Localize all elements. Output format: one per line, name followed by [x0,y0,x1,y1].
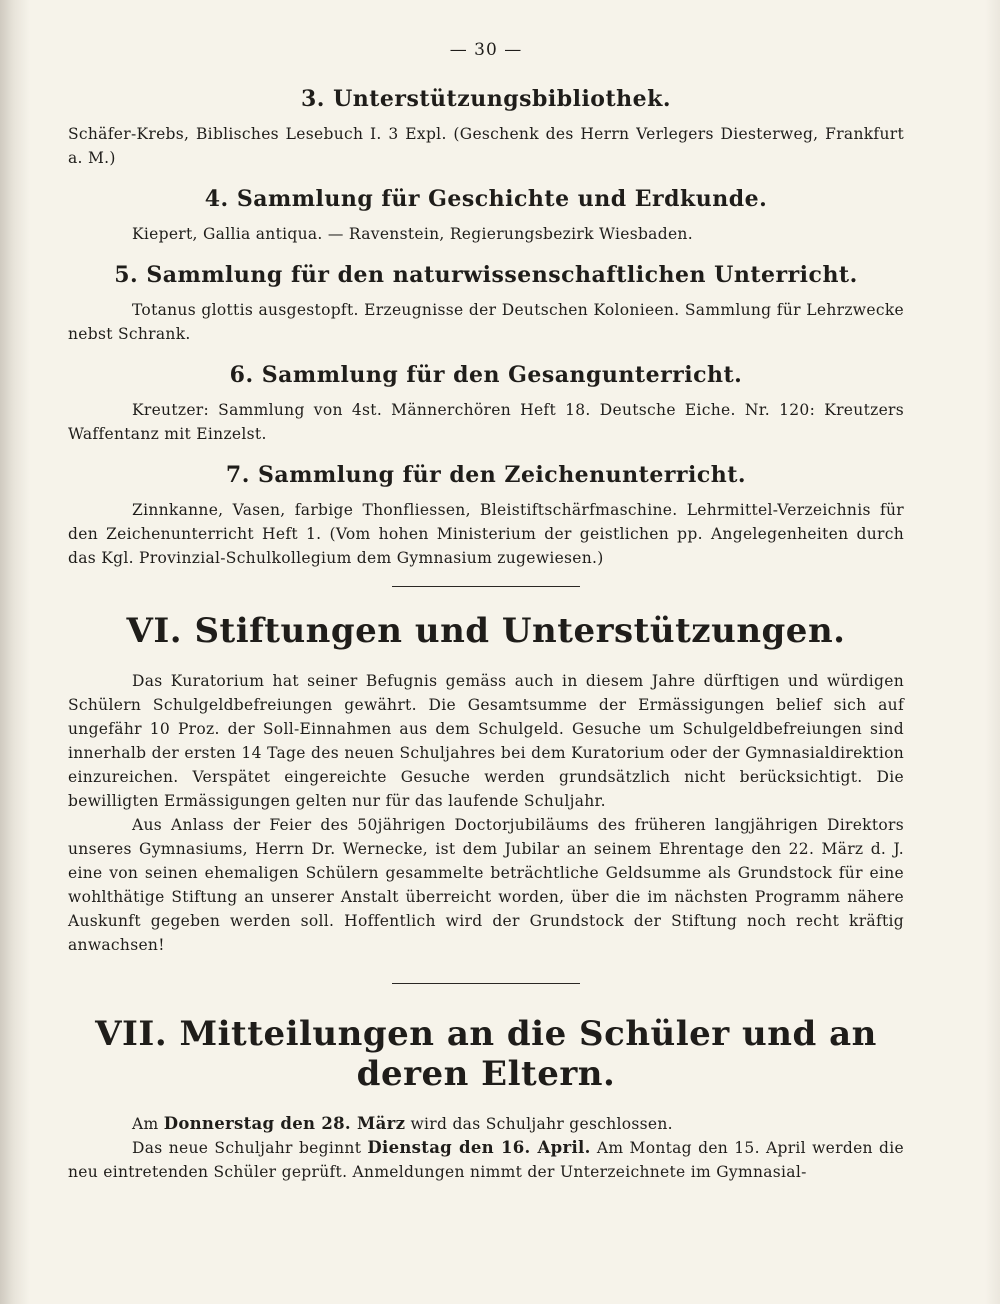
chapter-paragraph: Aus Anlass der Feier des 50jährigen Doctorjubiläums des früheren langjährigen Direktors unseres Gymnasiums, Herrn Dr. Wernecke, ist dem Jubilar an seinem Ehrentage den 22. März d. J. eine von seinen ehemaligen Schülern gesammelte beträchtliche Geldsumme als Grundstock für eine wohlthätige Stiftung an unserer Anstalt überreicht worden, über die im nächsten Programm nähere Auskunft gegeben werden soll. Hoffentlich wird der Grundstock der Stiftung noch recht kräftig anwachsen! [68,816,904,954]
text-run: Am Montag den 15. April werden die neu eintretenden Schüler geprüft. Anmeldungen nimmt der Unterzeichnete im Gymnasial- [68,1139,904,1181]
section-heading: 4. Sammlung für Geschichte und Erdkunde. [204,186,768,212]
divider [392,586,580,587]
page-content [68,40,904,1184]
section-3 [68,86,904,170]
section-heading: 5. Sammlung für den naturwissenschaftlichen Unterricht. [114,262,858,288]
section-heading: 7. Sammlung für den Zeichenunterricht. [225,462,747,488]
section-heading: 3. Unterstützungsbibliothek. [300,86,672,112]
section-5 [68,262,904,346]
divider [392,983,580,984]
section-text: Zinnkanne, Vasen, farbige Thonfliessen, Bleistiftschärfmaschine. Lehrmittel-Verzeichnis für den Zeichenunterricht Heft 1. (Vom hohen Ministerium der geistlichen pp. Angelegenheiten durch das Kgl. Provinzial-Schulkollegium dem Gymnasium zugewiesen.) [68,501,904,567]
section-text: Kiepert, Gallia antiqua. — Ravenstein, Regierungsbezirk Wiesbaden. [132,225,693,243]
section-4 [68,186,904,246]
text-run: Am [132,1115,164,1133]
date-emphasis: Dienstag den 16. April. [367,1138,591,1157]
section-text: Kreutzer: Sammlung von 4st. Männerchören Heft 18. Deutsche Eiche. Nr. 120: Kreutzers Waffentanz mit Einzelst. [68,401,904,443]
text-run: Das neue Schuljahr beginnt [132,1139,368,1157]
text-run: wird das Schuljahr geschlossen. [405,1115,673,1133]
section-heading: 6. Sammlung für den Gesangunterricht. [229,362,743,388]
section-6 [68,362,904,446]
section-7 [68,462,904,570]
chapter-paragraph: Das Kuratorium hat seiner Befugnis gemäss auch in diesem Jahre dürftigen und würdigen Schülern Schulgeldbefreiungen gewährt. Die Gesamtsumme der Ermässigungen belief sich auf ungefähr 10 Proz. der Soll-Einnahmen aus dem Schulgeld. Gesuche um Schulgeldbefreiungen sind innerhalb der ersten 14 Tage des neuen Schuljahres bei dem Kuratorium oder der Gymnasialdirektion einzureichen. Verspätet eingereichte Gesuche werden grundsätzlich nicht berücksichtigt. Die bewilligten Ermässigungen gelten nur für das laufende Schuljahr. [68,672,904,810]
date-emphasis: Donnerstag den 28. März [163,1114,406,1133]
chapter-heading-7: VII. Mitteilungen an die Schüler und an deren Eltern. [95,1014,877,1094]
section-text: Schäfer-Krebs, Biblisches Lesebuch I. 3 Expl. (Geschenk des Herrn Verlegers Diesterweg, Frankfurt a. M.) [68,125,904,167]
chapter-paragraph [68,1136,904,1184]
chapter-heading-6: VI. Stiftungen und Unterstützungen. [126,611,846,651]
page-number: — 30 — [449,40,523,60]
chapter-paragraph [68,1112,904,1136]
section-text: Totanus glottis ausgestopft. Erzeugnisse der Deutschen Kolonieen. Sammlung für Lehrzwecke nebst Schrank. [68,301,904,343]
